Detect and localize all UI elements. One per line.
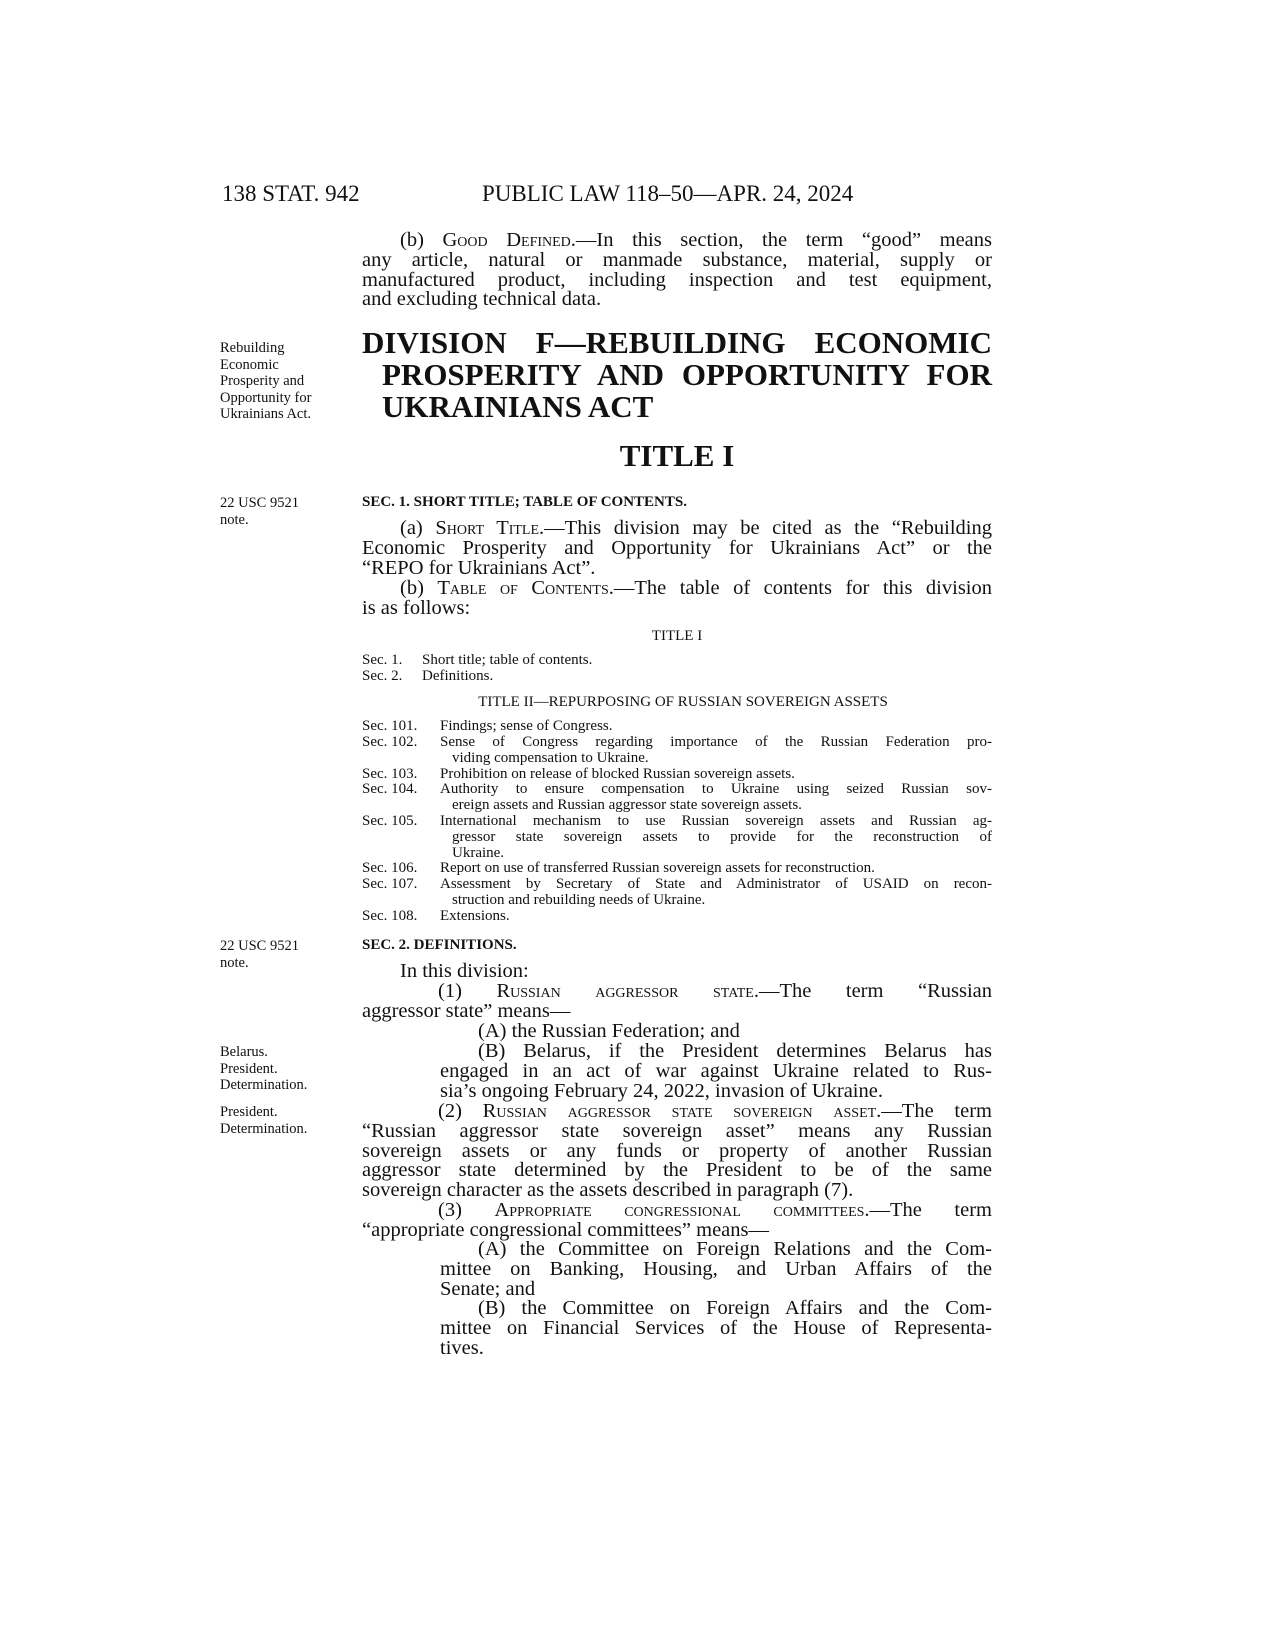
small-caps-heading: Table of Contents — [437, 577, 609, 599]
toc-section-title: ereign assets and Russian aggressor state sovereign assets. — [452, 797, 802, 814]
text-segment: .—This division may be cited as the “Rebuilding — [539, 517, 992, 539]
margin-note-line: President. — [220, 1060, 278, 1077]
toc-section-title: Definitions. — [422, 667, 494, 684]
text-segment: .—The term “Russian — [753, 980, 993, 1002]
text-segment: mittee on Financial Services of the House of Representa- — [440, 1316, 992, 1339]
margin-note-line: 22 USC 9521 — [220, 495, 299, 511]
toc-title1-entries — [362, 653, 992, 685]
toc-entry — [362, 653, 992, 669]
small-caps-heading: Short Title — [435, 517, 540, 539]
toc-section-title: Short title; table of contents. — [422, 651, 593, 668]
text-line — [362, 1181, 992, 1201]
toc-intro-paragraph — [362, 579, 992, 619]
toc-entry — [362, 861, 992, 877]
definition-3b — [440, 1299, 992, 1358]
toc-section-title: Report on use of transferred Russian sovereign assets for reconstruction. — [440, 860, 875, 877]
toc-section-number: Sec. 108. — [362, 907, 418, 924]
text-segment: .—The term — [864, 1199, 992, 1221]
text-segment: “appropriate congressional committees” means— — [362, 1218, 770, 1241]
text-line — [400, 962, 992, 982]
text-segment: (2) — [438, 1100, 483, 1122]
margin-note-division — [220, 340, 340, 423]
toc-section-number: Sec. 105. — [362, 812, 418, 829]
sec1-heading: SEC. 1. SHORT TITLE; TABLE OF CONTENTS. — [362, 494, 687, 510]
toc-section-title: struction and rebuilding needs of Ukraine. — [452, 891, 706, 908]
text-segment: Senate; and — [440, 1277, 536, 1300]
margin-note-line: Belarus. — [220, 1044, 268, 1060]
text-segment: (b) — [400, 577, 438, 599]
text-segment: aggressor state determined by the President to be of the same — [362, 1159, 992, 1182]
toc-section-title: viding compensation to Ukraine. — [452, 749, 649, 766]
toc-section-number: Sec. 103. — [362, 765, 418, 782]
text-segment: (3) — [438, 1199, 495, 1221]
text-segment: and excluding technical data. — [362, 288, 602, 311]
text-line — [382, 359, 992, 391]
text-segment: .—The table of contents for this division — [608, 577, 992, 599]
text-line — [440, 1316, 992, 1339]
toc-entry — [362, 767, 992, 783]
short-title-paragraph — [362, 519, 992, 578]
toc-section-title: Findings; sense of Congress. — [440, 718, 613, 735]
text-line — [440, 1079, 992, 1102]
margin-note-sec2 — [220, 938, 340, 971]
definition-2 — [362, 1102, 992, 1201]
definition-1a — [362, 1022, 992, 1042]
text-segment: mittee on Banking, Housing, and Urban Affairs of the — [440, 1257, 992, 1280]
toc-section-number: Sec. 104. — [362, 781, 418, 798]
text-segment: sia’s ongoing February 24, 2022, invasion of Ukraine. — [440, 1079, 883, 1102]
definition-1b — [440, 1042, 992, 1101]
division-heading — [362, 327, 992, 423]
text-segment: (A) the Committee on Foreign Relations and the Com- — [478, 1238, 992, 1260]
toc-section-number: Sec. 2. — [362, 667, 403, 684]
text-line — [382, 391, 992, 423]
toc-section-title: Sense of Congress regarding importance of the Russian Federation pro- — [440, 733, 992, 750]
toc-entry — [362, 719, 992, 735]
sec2-heading: SEC. 2. DEFINITIONS. — [362, 937, 517, 953]
toc-section-title: Prohibition on release of blocked Russian sovereign assets. — [440, 765, 795, 782]
margin-note-line: 22 USC 9521 — [220, 938, 299, 954]
toc-section-title: Extensions. — [440, 907, 510, 924]
margin-note-line: Opportunity for — [220, 389, 312, 406]
text-segment: aggressor state” means— — [362, 999, 571, 1022]
title-heading: TITLE I — [619, 438, 735, 473]
text-segment: (A) the Russian Federation; and — [478, 1020, 740, 1042]
text-segment: (B) Belarus, if the President determines Belarus has — [478, 1040, 992, 1062]
running-head: PUBLIC LAW 118–50—APR. 24, 2024 — [482, 181, 854, 206]
toc-section-number: Sec. 102. — [362, 733, 418, 750]
text-segment: is as follows: — [362, 596, 471, 619]
good-defined-paragraph — [362, 231, 992, 310]
text-segment: any article, natural or manmade substance, material, supply or — [362, 248, 992, 271]
text-segment: manufactured product, including inspection and test equipment, — [362, 268, 992, 291]
text-segment: (a) — [400, 517, 436, 539]
text-segment: (B) the Committee on Foreign Affairs and the Com- — [478, 1297, 992, 1319]
text-segment: “REPO for Ukrainians Act”. — [362, 556, 596, 579]
margin-note-line: Prosperity and — [220, 373, 305, 389]
text-segment: (1) — [438, 980, 497, 1002]
text-segment: .—The term — [876, 1100, 992, 1122]
toc-title2-entries — [362, 719, 992, 924]
margin-note-president — [220, 1104, 340, 1137]
margin-note-sec1 — [220, 495, 340, 528]
margin-note-line: Ukrainians Act. — [220, 406, 312, 422]
toc-entry — [362, 909, 992, 925]
margin-note-line: Economic — [220, 356, 279, 373]
text-line — [362, 999, 992, 1022]
text-line — [362, 327, 992, 359]
text-segment: In this division: — [400, 960, 529, 982]
text-segment: UKRAINIANS ACT — [382, 389, 654, 424]
text-line — [362, 290, 992, 310]
definition-1 — [362, 982, 992, 1022]
toc-entry — [362, 669, 992, 685]
definition-3 — [362, 1201, 992, 1241]
toc-title-2: TITLE II—REPURPOSING OF RUSSIAN SOVEREIGN ASSETS — [478, 694, 888, 711]
toc-section-title: Authority to ensure compensation to Ukraine using seized Russian sov- — [440, 781, 992, 798]
table-of-contents — [362, 629, 992, 925]
toc-entry — [362, 735, 992, 767]
margin-note-line: Determination. — [220, 1120, 308, 1137]
text-segment: tives. — [440, 1336, 484, 1359]
toc-entry — [362, 877, 992, 909]
text-line — [362, 556, 992, 579]
text-segment: PROSPERITY AND OPPORTUNITY FOR — [382, 357, 992, 392]
in-this-division — [362, 962, 992, 982]
toc-title-1: TITLE I — [651, 628, 703, 644]
text-line — [400, 579, 992, 599]
toc-section-number: Sec. 107. — [362, 876, 418, 893]
text-segment: Economic Prosperity and Opportunity for Ukrainians Act” or the — [362, 536, 992, 559]
page-number: 138 STAT. 942 — [222, 181, 360, 206]
margin-note-line: note. — [220, 511, 249, 528]
definition-3a — [440, 1240, 992, 1299]
margin-note-line: Determination. — [220, 1077, 308, 1093]
text-line — [478, 1022, 992, 1042]
toc-section-number: Sec. 1. — [362, 651, 403, 668]
text-segment: sovereign character as the assets described in paragraph (7). — [362, 1179, 854, 1202]
toc-entry — [362, 814, 992, 861]
small-caps-heading: Russian aggressor state — [496, 980, 754, 1002]
margin-note-line: Rebuilding — [220, 340, 285, 356]
toc-section-number: Sec. 101. — [362, 718, 418, 735]
text-line — [440, 1336, 992, 1359]
text-segment: “Russian aggressor state sovereign asset” means any Russian — [362, 1119, 992, 1142]
text-segment: .—In this section, the term “good” means — [570, 229, 992, 251]
margin-note-line: note. — [220, 954, 249, 971]
toc-section-title: Ukraine. — [452, 844, 505, 861]
toc-section-title: Assessment by Secretary of State and Administrator of USAID on recon- — [440, 876, 992, 893]
margin-note-line: President. — [220, 1104, 278, 1120]
small-caps-heading: Good Defined — [442, 229, 571, 251]
small-caps-heading: Russian aggressor state sovereign asset — [482, 1100, 877, 1122]
small-caps-heading: Appropriate congressional committees — [494, 1199, 865, 1221]
toc-section-number: Sec. 106. — [362, 860, 418, 877]
text-segment: engaged in an act of war against Ukraine related to Rus- — [440, 1059, 992, 1082]
text-segment: (b) — [400, 229, 443, 251]
text-segment: sovereign assets or any funds or property of another Russian — [362, 1139, 992, 1162]
toc-section-title: International mechanism to use Russian sovereign assets and Russian ag- — [440, 812, 992, 829]
toc-section-title: gressor state sovereign assets to provide for the reconstruction of — [452, 828, 992, 845]
margin-note-belarus — [220, 1044, 340, 1094]
toc-entry — [362, 782, 992, 814]
text-segment: DIVISION F—REBUILDING ECONOMIC — [362, 325, 992, 360]
text-line — [362, 596, 992, 619]
